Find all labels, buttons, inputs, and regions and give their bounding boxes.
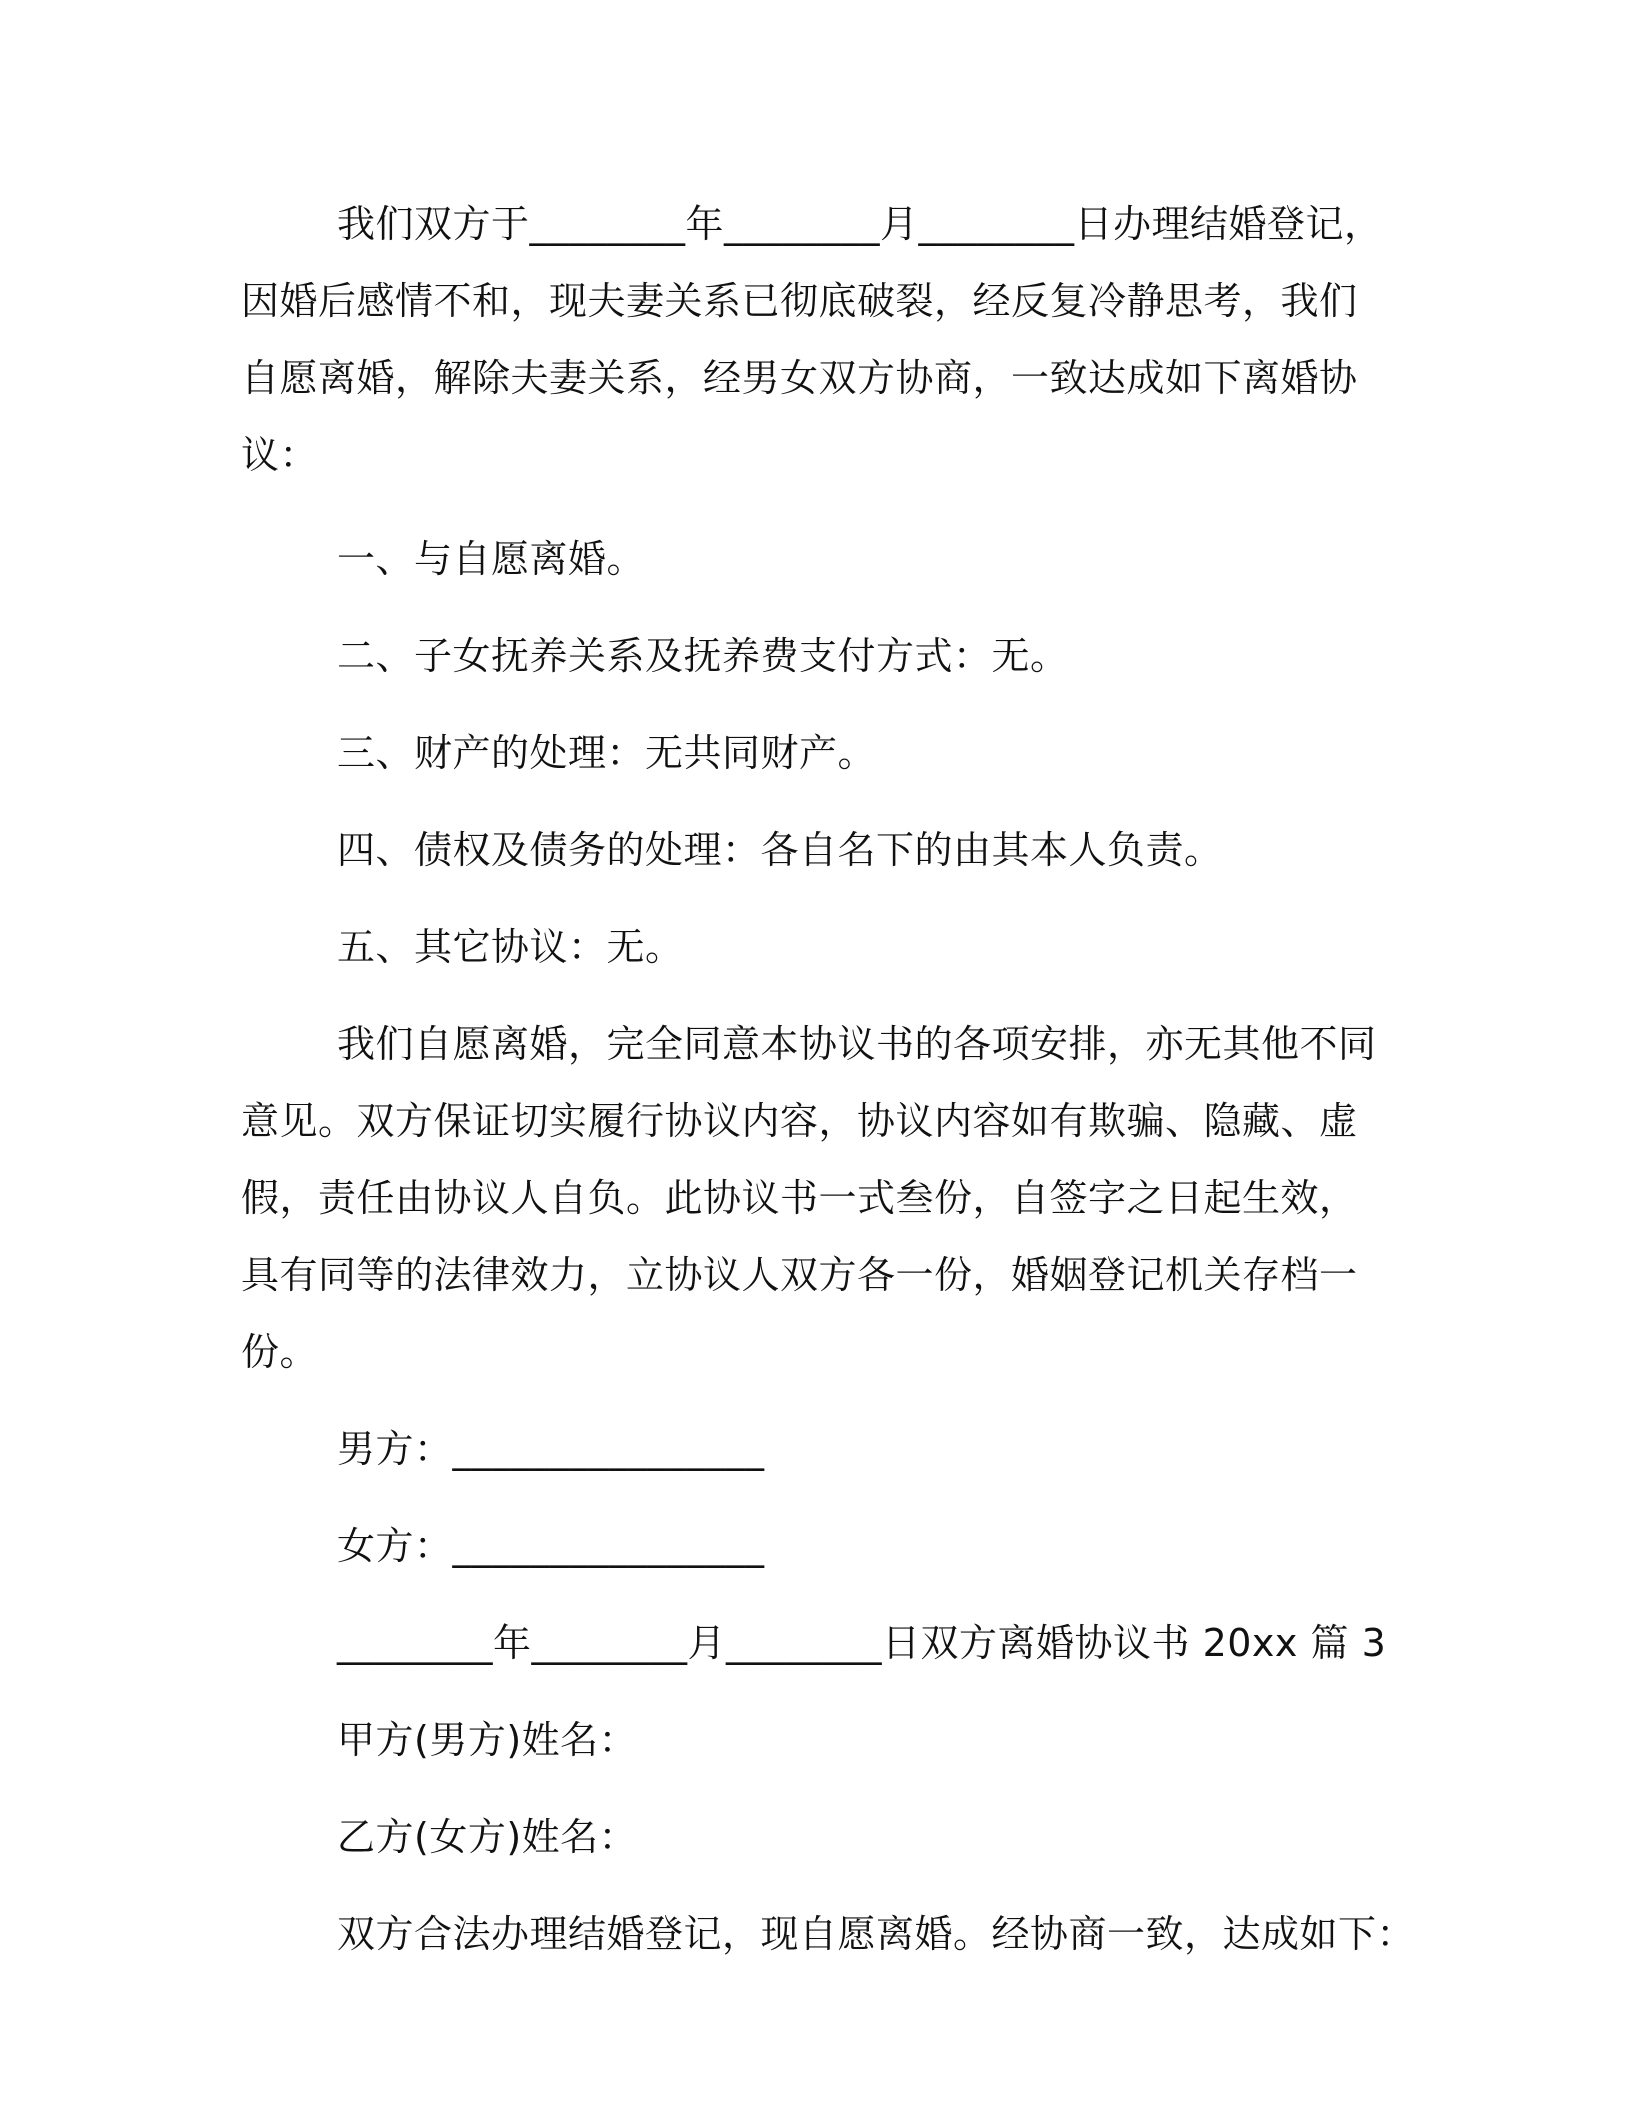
- female-signature-line: 女方：________________: [337, 1524, 765, 1568]
- clause-item: 五、其它协议：无。: [337, 925, 684, 969]
- clause-item: 四、债权及债务的处理：各自名下的由其本人负责。: [337, 828, 1223, 872]
- clause-item: 三、财产的处理：无共同财产。: [337, 731, 877, 775]
- document-body: [241, 186, 1416, 1973]
- date-title-line: ________年________月________日双方离婚协议书 20xx 篇 3: [337, 1621, 1387, 1665]
- closing-paragraph: 我们自愿离婚，完全同意本协议书的各项安排，亦无其他不同意见。双方保证切实履行协议内容，协议内容如有欺骗、隐藏、虚假，责任由协议人自负。此协议书一式叁份，自签字之日起生效，具有同等的法律效力，立协议人双方各一份，婚姻登记机关存档一份。: [241, 1022, 1377, 1374]
- party-a-name-label: 甲方(男方)姓名：: [337, 1718, 638, 1762]
- party-b-name-label: 乙方(女方)姓名：: [337, 1815, 638, 1859]
- intro-paragraph: 我们双方于________年________月________日办理结婚登记，因婚后感情不和，现夫妻关系已彻底破裂，经反复冷静思考，我们自愿离婚，解除夫妻关系，经男女双方协商，一致达成如下离婚协议：: [241, 202, 1383, 477]
- agreement-intro-line: 双方合法办理结婚登记，现自愿离婚。经协商一致，达成如下：: [337, 1912, 1416, 1956]
- clause-item: 一、与自愿离婚。: [337, 537, 646, 581]
- male-signature-line: 男方：________________: [337, 1427, 765, 1471]
- clause-item: 二、子女抚养关系及抚养费支付方式：无。: [337, 634, 1069, 678]
